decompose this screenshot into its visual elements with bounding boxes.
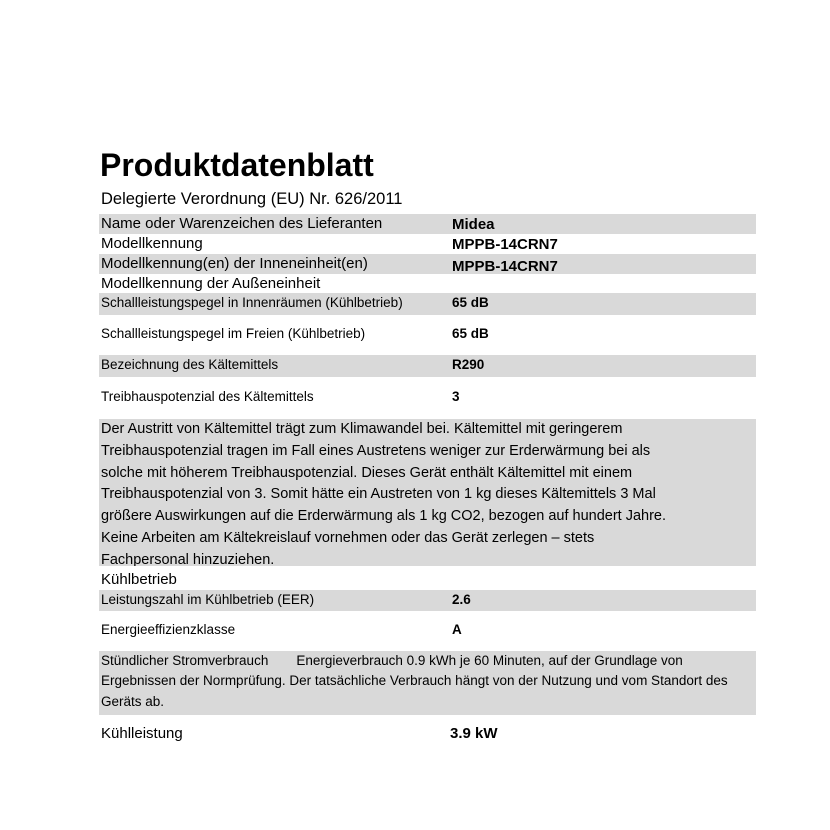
row-refrigerant (99, 355, 756, 377)
row-label: Modellkennung(en) der Inneneinheit(en) (101, 255, 368, 272)
row-label: Schallleistungspegel im Freien (Kühlbetrieb) (101, 326, 366, 341)
row-label: Modellkennung der Außeneinheit (101, 275, 321, 292)
row-label: Modellkennung (101, 235, 203, 252)
row-gwp (99, 387, 756, 407)
page-title: Produktdatenblatt (100, 147, 374, 183)
row-label: Schallleistungspegel in Innenräumen (Kühlbetrieb) (101, 295, 403, 310)
row-value: 65 dB (452, 295, 489, 310)
row-label: Treibhauspotenzial des Kältemittels (101, 389, 314, 404)
row-label: Name oder Warenzeichen des Lieferanten (101, 215, 383, 232)
capacity-label: Kühlleistung (101, 725, 183, 742)
regulation-subtitle: Delegierte Verordnung (EU) Nr. 626/2011 (101, 190, 403, 208)
row-label: Bezeichnung des Kältemittels (101, 357, 279, 372)
capacity-value: 3.9 kW (450, 725, 498, 742)
consumption-block (99, 651, 756, 715)
row-sound-indoor (99, 293, 756, 315)
consumption-label: Stündlicher Stromverbrauch (101, 653, 269, 668)
cooling-heading: Kühlbetrieb (101, 571, 177, 588)
row-model-id (99, 234, 756, 254)
row-value: A (452, 622, 462, 637)
refrigerant-notice: Der Austritt von Kältemittel trägt zum Klimawandel bei. Kältemittel mit geringerem Treibhauspotenzial tragen im Fall eines Austretens weniger zur Erderwärmung bei als solche mit höherem Treibhauspotenzial. Dieses Gerät enthält Kältemittel mit einem Treibhauspotenzial von 3. Somit hätte ein Austreten von 1 kg dieses Kältemittels 3 Mal größere Auswirkungen auf die Erderwärmung als 1 kg CO2, bezogen auf hundert Jahre. Keine Arbeiten am Kältekreislauf vornehmen oder das Gerät zerlegen – stets Fachpersonal hinzuziehen. (99, 419, 756, 566)
row-sound-outdoor (99, 324, 756, 344)
row-eer (99, 590, 756, 611)
row-value: 65 dB (452, 326, 489, 341)
row-label: Leistungszahl im Kühlbetrieb (EER) (101, 592, 315, 607)
row-value: Midea (452, 216, 495, 233)
row-outdoor-unit (99, 274, 756, 294)
row-value: 2.6 (452, 592, 471, 607)
row-value: R290 (452, 357, 485, 372)
row-value: MPPB-14CRN7 (452, 258, 558, 275)
row-supplier (99, 214, 756, 234)
row-label: Energieeffizienzklasse (101, 622, 236, 637)
row-value: 3 (452, 389, 460, 404)
consumption-text: Energieverbrauch 0.9 kWh je 60 Minuten, auf der Grundlage von Ergebnissen der Normprüfung. Der tatsächliche Verbrauch hängt von der Nutzung und vom Standort des Geräts ab. (101, 653, 728, 709)
row-value: MPPB-14CRN7 (452, 236, 558, 253)
row-energy-class (99, 620, 756, 640)
row-indoor-unit (99, 254, 756, 274)
